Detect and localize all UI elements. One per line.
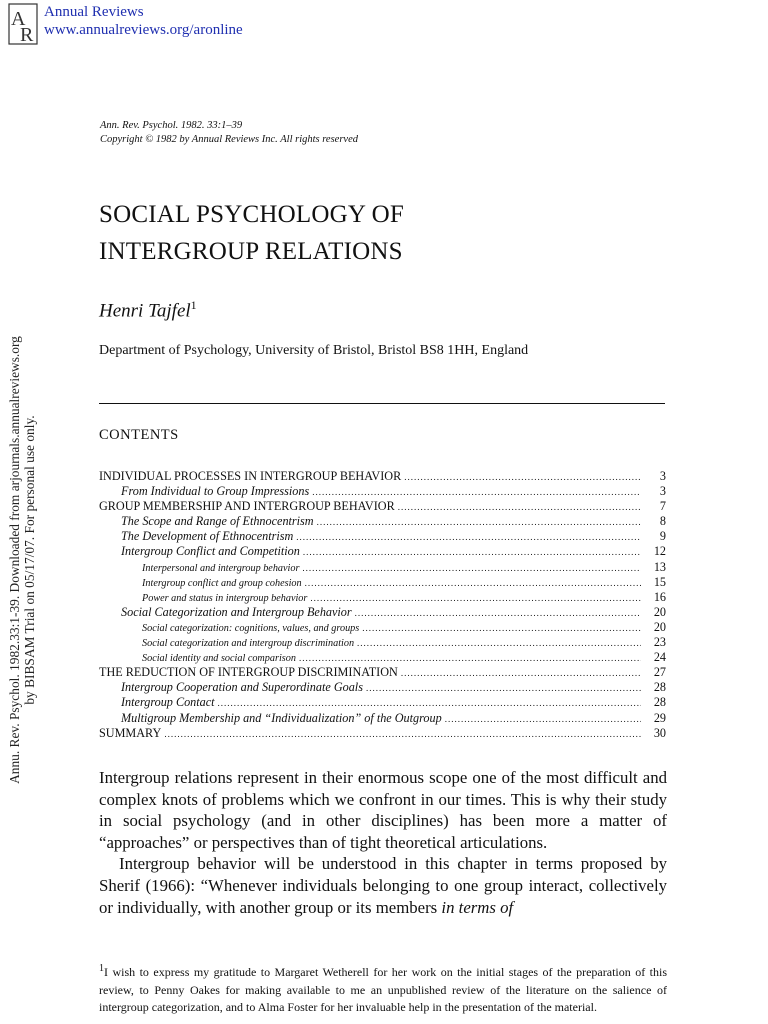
footnote-text: I wish to express my gratitude to Margaret Wetherell for her work on the initial stages of the preparation of this review, to Penny Oakes for making available to me an unpublished review of the literature on the salience of intergroup categorization, and to Alma Foster for her invaluable help in the presentation of the material. <box>99 965 667 1014</box>
toc-entry-page: 9 <box>659 529 666 544</box>
toc-leader-dots <box>445 712 641 726</box>
toc-entry-title: INDIVIDUAL PROCESSES IN INTERGROUP BEHAVIOR <box>99 469 402 483</box>
toc-entry-page: 3 <box>659 484 666 499</box>
toc-entry <box>99 484 666 499</box>
publisher-header <box>44 3 243 39</box>
toc-leader-dots <box>398 500 641 514</box>
annual-reviews-logo <box>8 3 38 45</box>
footnote <box>99 960 667 1017</box>
toc-entry-title: Social identity and social comparison <box>142 653 296 665</box>
toc-entry-title: From Individual to Group Impressions <box>121 484 310 499</box>
toc-entry-title: The Scope and Range of Ethnocentrism <box>121 514 314 529</box>
toc-entry <box>99 499 666 514</box>
publisher-url-link[interactable]: www.annualreviews.org/aronline <box>44 22 243 38</box>
toc-entry-page: 13 <box>653 559 666 574</box>
toc-leader-dots <box>296 530 641 544</box>
toc-entry-page: 27 <box>653 665 666 680</box>
author-footnote-marker: 1 <box>190 298 197 312</box>
table-of-contents <box>99 469 666 741</box>
toc-entry-title: Intergroup Cooperation and Superordinate Goals <box>121 680 363 695</box>
title-line1: SOCIAL PSYCHOLOGY OF <box>99 201 404 228</box>
toc-entry-title: The Development of Ethnocentrism <box>121 529 294 544</box>
toc-entry <box>99 620 666 635</box>
footnote-marker: 1 <box>99 963 104 974</box>
publisher-name[interactable]: Annual Reviews <box>44 4 144 20</box>
toc-entry-page: 23 <box>653 635 666 650</box>
body-paragraph-text: Intergroup behavior will be understood in this chapter in terms proposed by Sherif (1966): “Whenever individuals belonging to one group interact, collectively or individually, with another group or its members <box>99 854 667 917</box>
toc-entry <box>99 711 666 726</box>
toc-leader-dots <box>404 470 641 484</box>
toc-leader-dots <box>303 545 641 559</box>
body-emphasis: in terms of <box>441 897 514 917</box>
toc-entry <box>99 575 666 590</box>
toc-leader-dots <box>310 591 641 605</box>
download-notice-line1: Annu. Rev. Psychol. 1982.33:1-39. Downloaded from arjournals.annualreviews.org <box>7 336 22 784</box>
toc-entry-title: GROUP MEMBERSHIP AND INTERGROUP BEHAVIOR <box>99 499 395 514</box>
contents-heading: CONTENTS <box>99 427 179 443</box>
toc-entry-page: 16 <box>653 589 666 604</box>
author-affiliation: Department of Psychology, University of Bristol, Bristol BS8 1HH, England <box>99 343 529 358</box>
toc-leader-dots <box>164 727 641 741</box>
toc-entry-page: 15 <box>653 574 666 589</box>
toc-entry-page: 8 <box>659 514 666 529</box>
download-notice-line2: by BIBSAM Trial on 05/17/07. For personal use only. <box>22 415 37 705</box>
toc-leader-dots <box>317 515 641 529</box>
toc-entry-title: Social categorization and intergroup discrimination <box>142 638 355 650</box>
toc-leader-dots <box>299 651 641 665</box>
body-paragraph: Intergroup relations represent in their enormous scope one of the most difficult and complex knots of problems which we confront in our times. This is why their study in social psychology (and in other disciplines) has been more a matter of “approaches” or perspectives than of tight theoretical articulations. <box>99 768 667 852</box>
toc-entry <box>99 544 666 559</box>
toc-leader-dots <box>305 576 641 590</box>
svg-text:A: A <box>11 8 26 30</box>
toc-entry-page: 12 <box>653 544 666 559</box>
download-notice <box>7 160 37 960</box>
toc-entry-page: 28 <box>653 680 666 695</box>
toc-entry <box>99 514 666 529</box>
svg-text:R: R <box>20 24 34 45</box>
toc-entry-title: Power and status in intergroup behavior <box>142 592 308 604</box>
toc-entry <box>99 529 666 544</box>
toc-entry-title: SUMMARY <box>99 725 162 740</box>
toc-leader-dots <box>357 636 641 650</box>
toc-entry <box>99 469 666 484</box>
toc-entry <box>99 635 666 650</box>
toc-entry-title: Intergroup conflict and group cohesion <box>142 577 302 589</box>
toc-leader-dots <box>312 485 641 499</box>
toc-entry <box>99 665 666 680</box>
toc-entry <box>99 560 666 575</box>
title-line2: INTERGROUP RELATIONS <box>99 238 403 265</box>
toc-leader-dots <box>362 621 641 635</box>
toc-entry-title: Interpersonal and intergroup behavior <box>142 562 300 574</box>
author-text: Henri Tajfel <box>99 300 191 322</box>
toc-entry-page: 29 <box>653 710 666 725</box>
toc-entry <box>99 590 666 605</box>
toc-entry-page: 20 <box>653 619 666 634</box>
toc-leader-dots <box>302 561 641 575</box>
article-title <box>99 196 404 270</box>
body-paragraph <box>99 853 667 918</box>
toc-entry-page: 30 <box>653 725 666 740</box>
toc-entry <box>99 695 666 710</box>
toc-entry-title: Intergroup Contact <box>121 695 215 710</box>
toc-entry-page: 3 <box>659 469 666 483</box>
toc-leader-dots <box>355 606 641 620</box>
journal-citation <box>100 119 358 147</box>
toc-leader-dots <box>218 696 641 710</box>
author-name <box>99 298 197 322</box>
toc-entry-page: 24 <box>653 650 666 665</box>
toc-entry-title: Intergroup Conflict and Competition <box>121 544 300 559</box>
toc-entry-title: Social Categorization and Intergroup Behavior <box>121 604 352 619</box>
toc-entry-title: THE REDUCTION OF INTERGROUP DISCRIMINATION <box>99 665 398 680</box>
toc-entry <box>99 605 666 620</box>
copyright-line: Copyright © 1982 by Annual Reviews Inc. All rights reserved <box>100 134 358 145</box>
toc-leader-dots <box>366 681 641 695</box>
toc-entry-page: 20 <box>653 604 666 619</box>
toc-leader-dots <box>401 666 641 680</box>
toc-entry-page: 7 <box>659 499 666 514</box>
divider-rule <box>99 403 665 404</box>
toc-entry-page: 28 <box>653 695 666 710</box>
toc-entry <box>99 650 666 665</box>
toc-entry <box>99 680 666 695</box>
toc-entry <box>99 726 666 741</box>
body-text <box>99 767 667 918</box>
citation-line: Ann. Rev. Psychol. 1982. 33:1–39 <box>100 120 243 131</box>
toc-entry-title: Social categorization: cognitions, values, and groups <box>142 622 360 634</box>
toc-entry-title: Multigroup Membership and “Individualization” of the Outgroup <box>121 710 442 725</box>
